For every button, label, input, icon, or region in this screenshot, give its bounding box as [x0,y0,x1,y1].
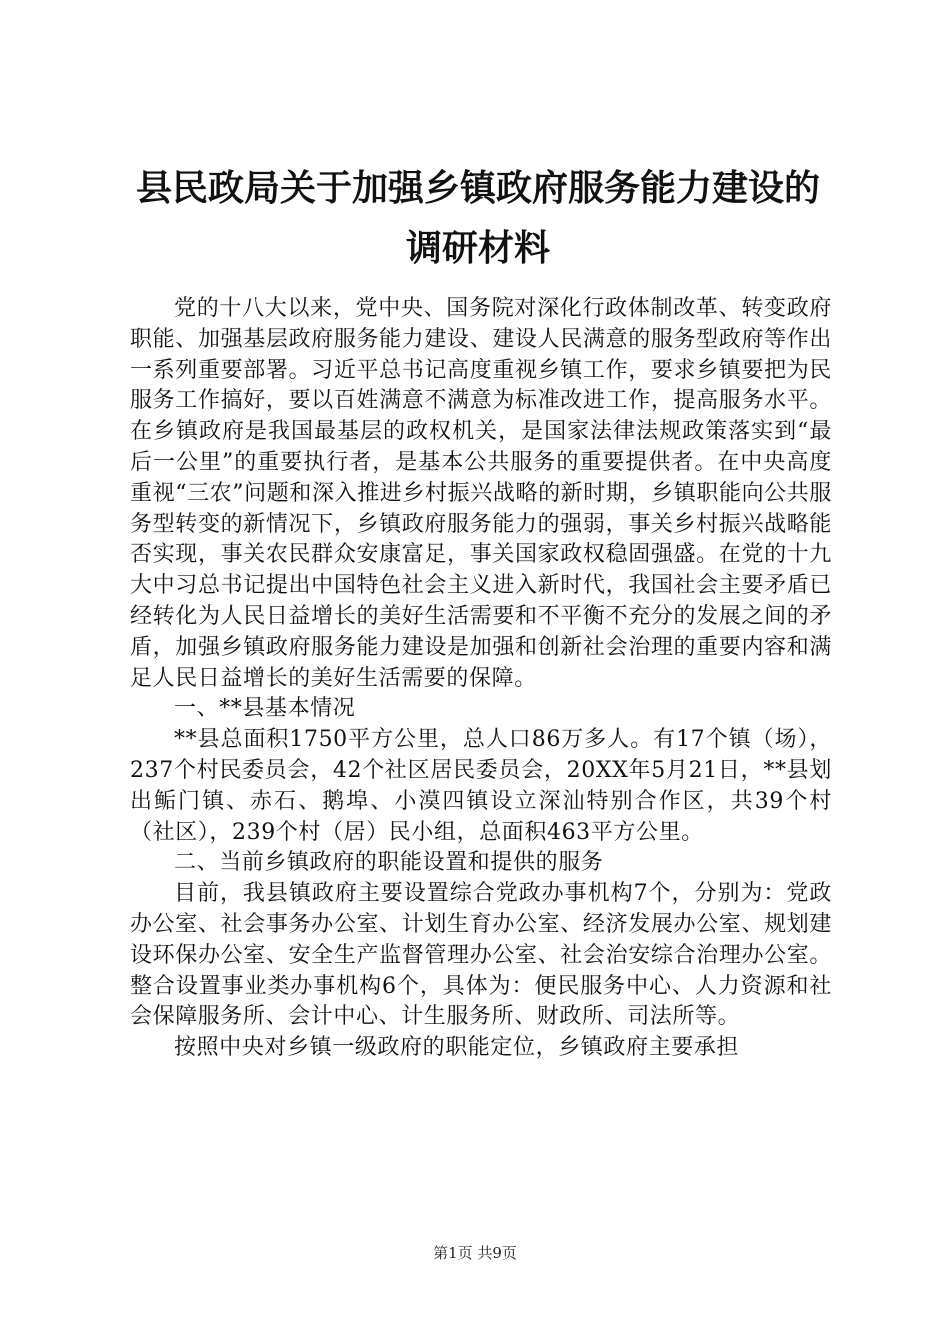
paragraph-intro: 党的十八大以来，党中央、国务院对深化行政体制改革、转变政府职能、加强基层政府服务能力建设、建设人民满意的服务型政府等作出一系列重要部署。习近平总书记高度重视乡镇工作，要求乡镇要把为民服务工作搞好，要以百姓满意不满意为标准改进工作，提高服务水平。在乡镇政府是我国最基层的政权机关，是国家法律法规政策落实到“最后一公里”的重要执行者，是基本公共服务的重要提供者。在中央高度重视“三农”问题和深入推进乡村振兴战略的新时期，乡镇职能向公共服务型转变的新情况下，乡镇政府服务能力的强弱，事关乡村振兴战略能否实现，事关农民群众安康富足，事关国家政权稳固强盛。在党的十九大中习总书记提出中国特色社会主义进入新时代，我国社会主要矛盾已经转化为人民日益增长的美好生活需要和不平衡不充分的发展之间的矛盾，加强乡镇政府服务能力建设是加强和创新社会治理的重要内容和满足人民日益增长的美好生活需要的保障。 [130,296,832,691]
section-heading-basic-info: 一、**县基本情况 [174,696,356,722]
section-heading-functions: 二、当前乡镇政府的职能设置和提供的服务 [174,850,604,876]
document-body [130,294,832,1064]
document-title: 县民政局关于加强乡镇政府服务能力建设的调研材料 [135,167,820,269]
page-number-footer: 第1页 共9页 [433,1244,517,1262]
paragraph-functions: 目前，我县镇政府主要设置综合党政办事机构7个，分别为：党政办公室、社会事务办公室、计划生育办公室、经济发展办公室、规划建设环保办公室、安全生产监督管理办公室、社会治安综合治理办公室。整合设置事业类办事机构6个，具体为：便民服务中心、人力资源和社会保障服务所、会计中心、计生服务所、财政所、司法所等。 [130,881,832,1030]
paragraph-positioning: 按照中央对乡镇一级政府的职能定位，乡镇政府主要承担 [174,1035,740,1061]
paragraph-basic-info: **县总面积1750平方公里，总人口86万多人。有17个镇（场），237个村民委员会，42个社区居民委员会，20XX年5月21日，**县划出鲘门镇、赤石、鹅埠、小漠四镇设立深汕特别合作区，共39个村（社区），239个村（居）民小组，总面积463平方公里。 [130,727,832,845]
